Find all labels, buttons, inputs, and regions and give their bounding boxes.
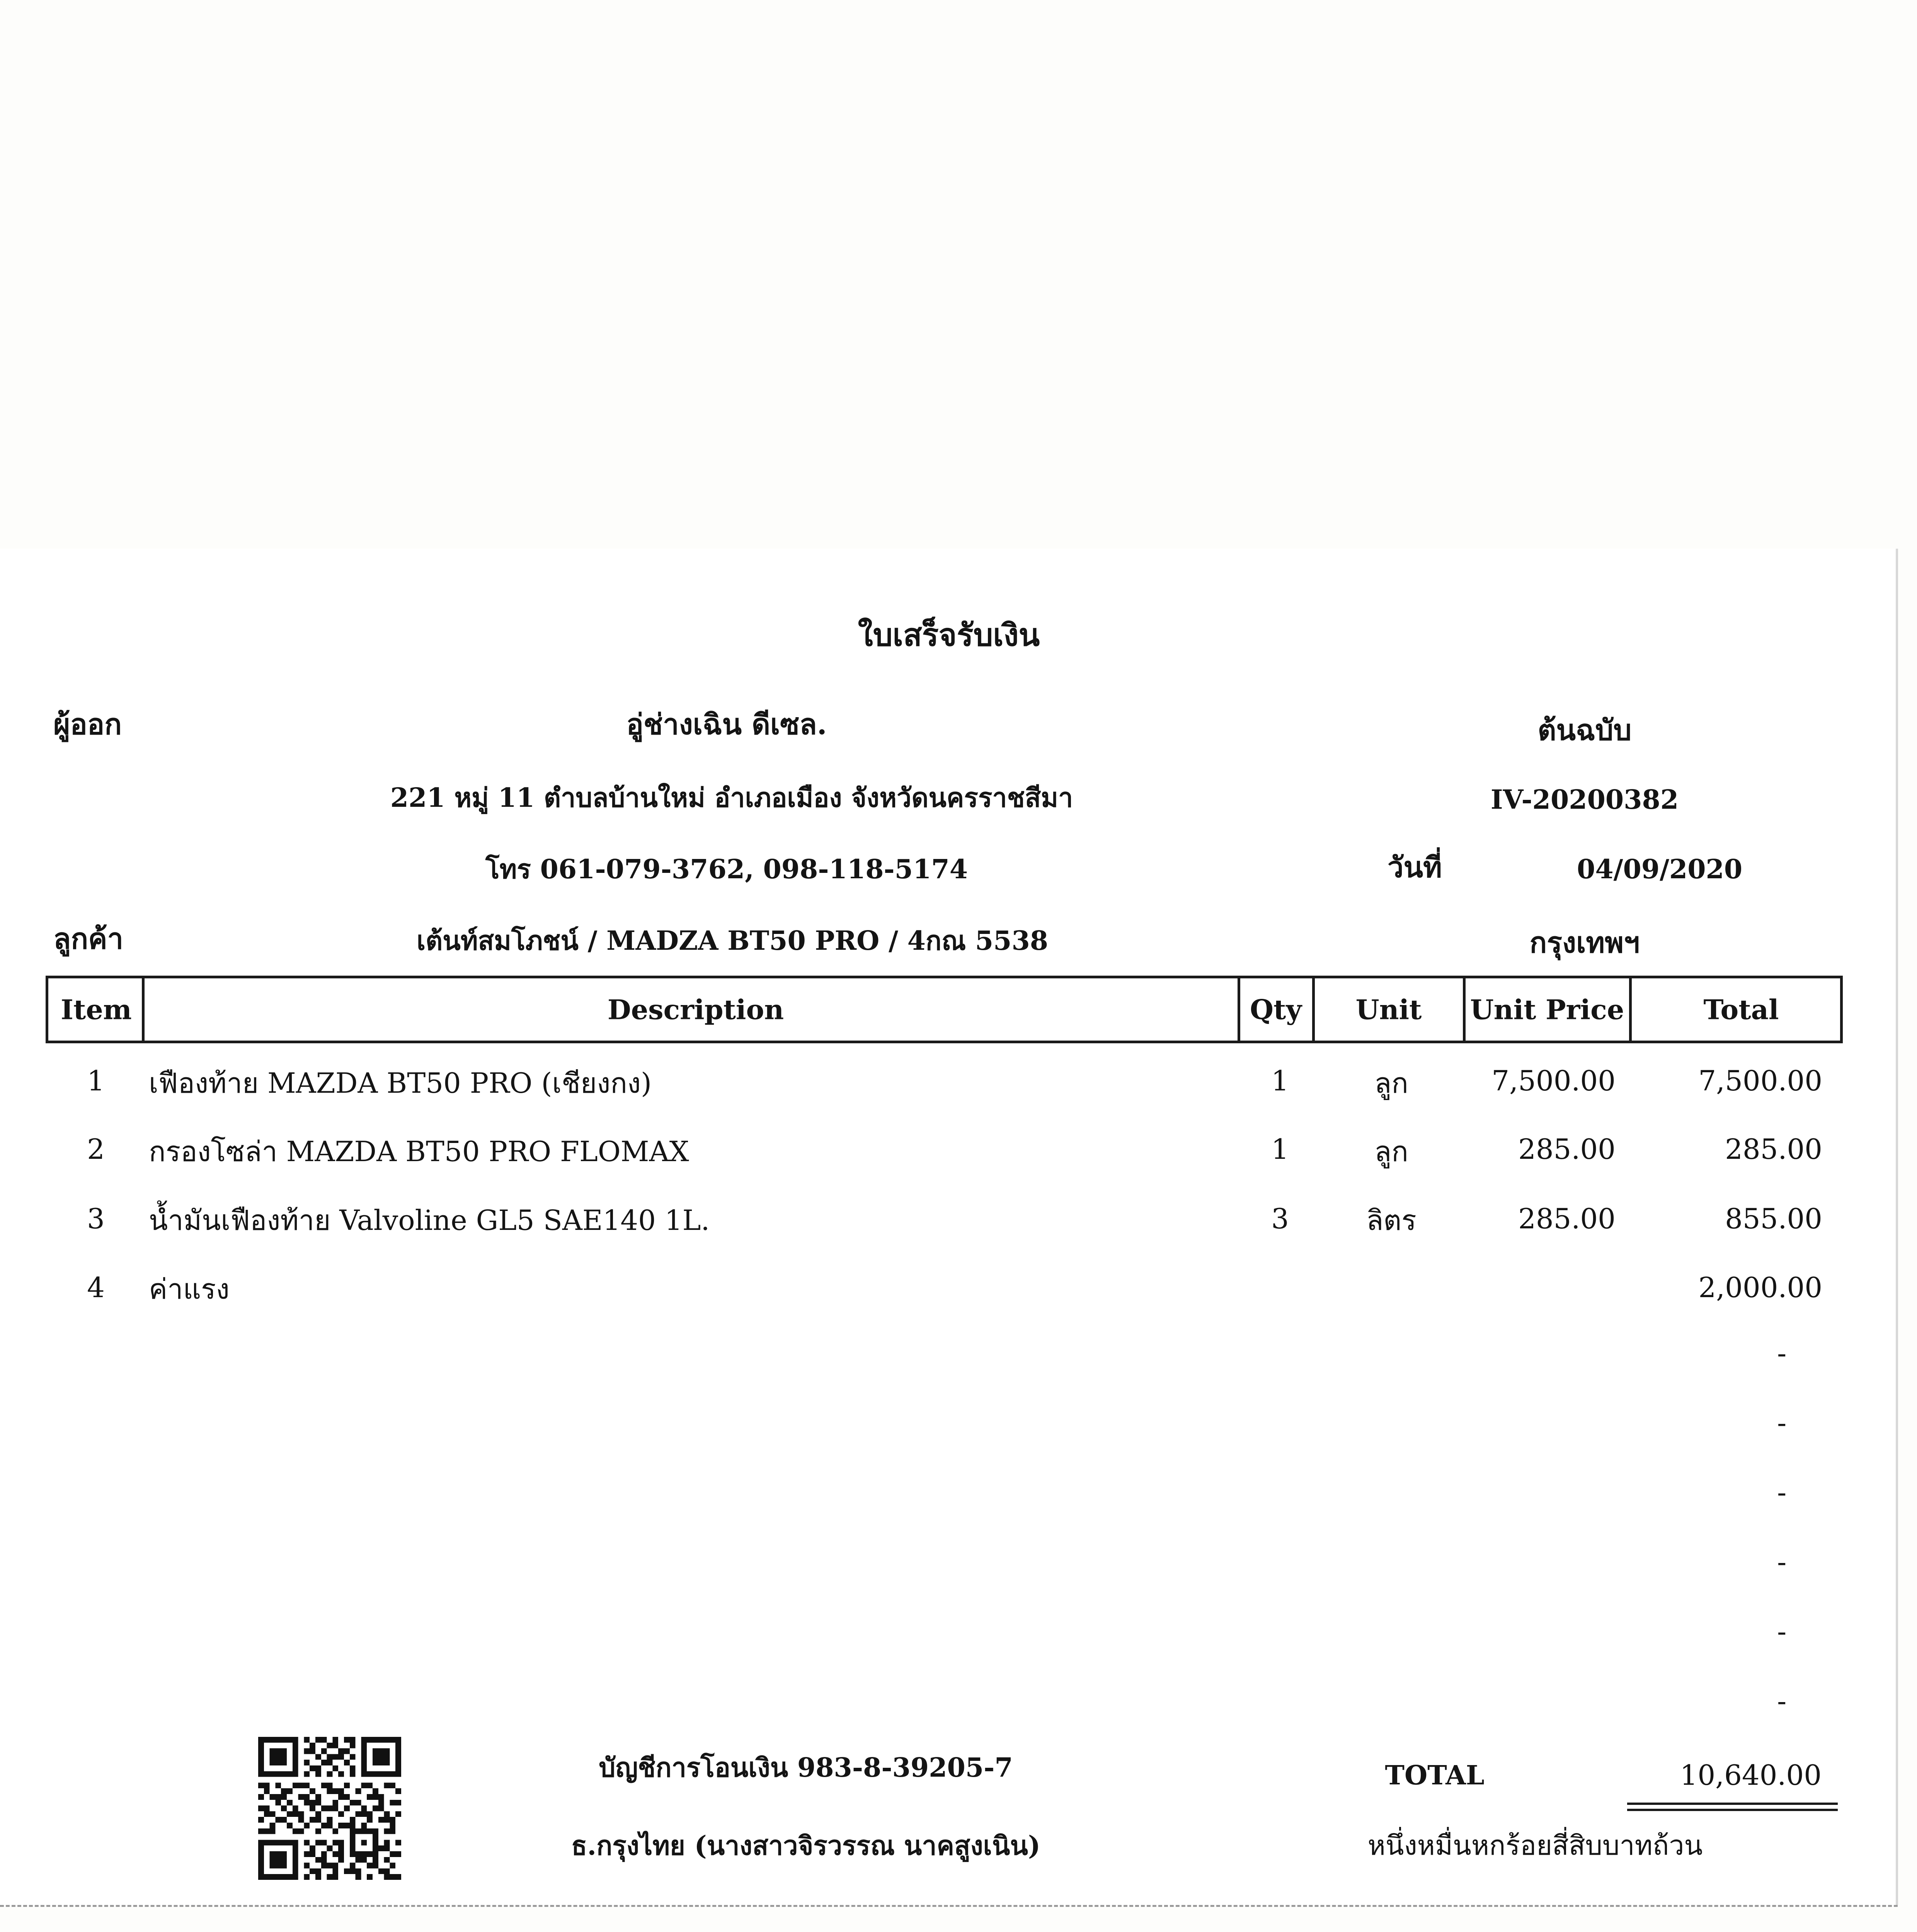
total-in-words: หนึ่งหมื่นหกร้อยสี่สิบบาทถ้วน (1367, 1830, 1703, 1861)
total-value: 10,640.00 (1680, 1759, 1822, 1791)
payment-account: บัญชีการโอนเงิน 983-8-39205-7 (599, 1752, 1013, 1783)
column-divider (1629, 978, 1632, 1041)
row-1-unit: ลูก (1374, 1067, 1408, 1099)
row-1-qty: 1 (1271, 1065, 1289, 1097)
issuer-address: 221 หมู่ 11 ตำบลบ้านใหม่ อำเภอเมือง จังหวัดนครราชสีมา (390, 782, 1073, 813)
row-2-qty: 1 (1271, 1133, 1289, 1165)
row-2-item: 2 (87, 1133, 105, 1165)
header-description: Description (607, 993, 784, 1026)
payment-qr-code (258, 1737, 401, 1880)
row-2-unit-price: 285.00 (1518, 1133, 1616, 1165)
empty-row-mark: - (1777, 1476, 1787, 1509)
customer-label: ลูกค้า (53, 922, 124, 956)
row-3-qty: 3 (1271, 1202, 1289, 1235)
invoice-date: 04/09/2020 (1577, 854, 1743, 885)
header-unit-price: Unit Price (1470, 993, 1624, 1026)
row-2-unit: ลูก (1374, 1135, 1408, 1168)
table-header (46, 976, 1843, 1043)
row-1-total: 7,500.00 (1698, 1065, 1822, 1097)
row-3-unit-price: 285.00 (1518, 1202, 1616, 1235)
date-label: วันที่ (1388, 851, 1442, 884)
invoice-number: IV-20200382 (1490, 784, 1679, 815)
total-double-underline (1627, 1803, 1838, 1811)
header-item: Item (61, 993, 132, 1026)
row-1-unit-price: 7,500.00 (1491, 1065, 1616, 1097)
column-divider (1238, 978, 1240, 1041)
empty-row-mark: - (1777, 1546, 1787, 1578)
column-divider (142, 978, 145, 1041)
issuer-name: อู่ช่างเฉิน ดีเซล. (626, 708, 827, 741)
payment-bank: ธ.กรุงไทย (นางสาวจิรวรรณ นาคสูงเนิน) (571, 1830, 1041, 1861)
empty-row-mark: - (1777, 1615, 1787, 1648)
header-qty: Qty (1250, 993, 1302, 1026)
row-3-total: 855.00 (1725, 1202, 1822, 1235)
row-3-unit: ลิตร (1366, 1204, 1416, 1236)
empty-row-mark: - (1777, 1685, 1787, 1717)
row-3-item: 3 (87, 1202, 105, 1235)
row-4-description: ค่าแรง (149, 1273, 230, 1305)
document-title: ใบเสร็จรับเงิน (858, 617, 1040, 653)
row-4-item: 4 (87, 1271, 105, 1304)
row-2-description: กรองโซล่า MAZDA BT50 PRO FLOMAX (149, 1135, 689, 1168)
row-3-description: น้ำมันเฟืองท้าย Valvoline GL5 SAE140 1L. (149, 1204, 710, 1236)
row-1-item: 1 (87, 1065, 105, 1097)
empty-row-mark: - (1777, 1337, 1787, 1369)
copy-label: ต้นฉบับ (1537, 714, 1632, 747)
empty-row-mark: - (1777, 1406, 1787, 1439)
column-divider (1312, 978, 1315, 1041)
row-4-total: 2,000.00 (1698, 1271, 1822, 1304)
customer-city: กรุงเทพฯ (1529, 926, 1640, 959)
row-1-description: เฟืองท้าย MAZDA BT50 PRO (เชียงกง) (149, 1067, 652, 1099)
issuer-phone: โทร 061-079-3762, 098-118-5174 (485, 854, 968, 885)
column-divider (1463, 978, 1466, 1041)
issuer-label: ผู้ออก (53, 708, 122, 741)
header-total: Total (1703, 993, 1779, 1026)
header-unit: Unit (1355, 993, 1422, 1026)
row-2-total: 285.00 (1725, 1133, 1822, 1165)
total-label: TOTAL (1385, 1760, 1485, 1791)
customer-name: เต้นท์สมโภชน์ / MADZA BT50 PRO / 4กณ 5538 (416, 925, 1049, 956)
receipt-edge (1896, 549, 1898, 1905)
